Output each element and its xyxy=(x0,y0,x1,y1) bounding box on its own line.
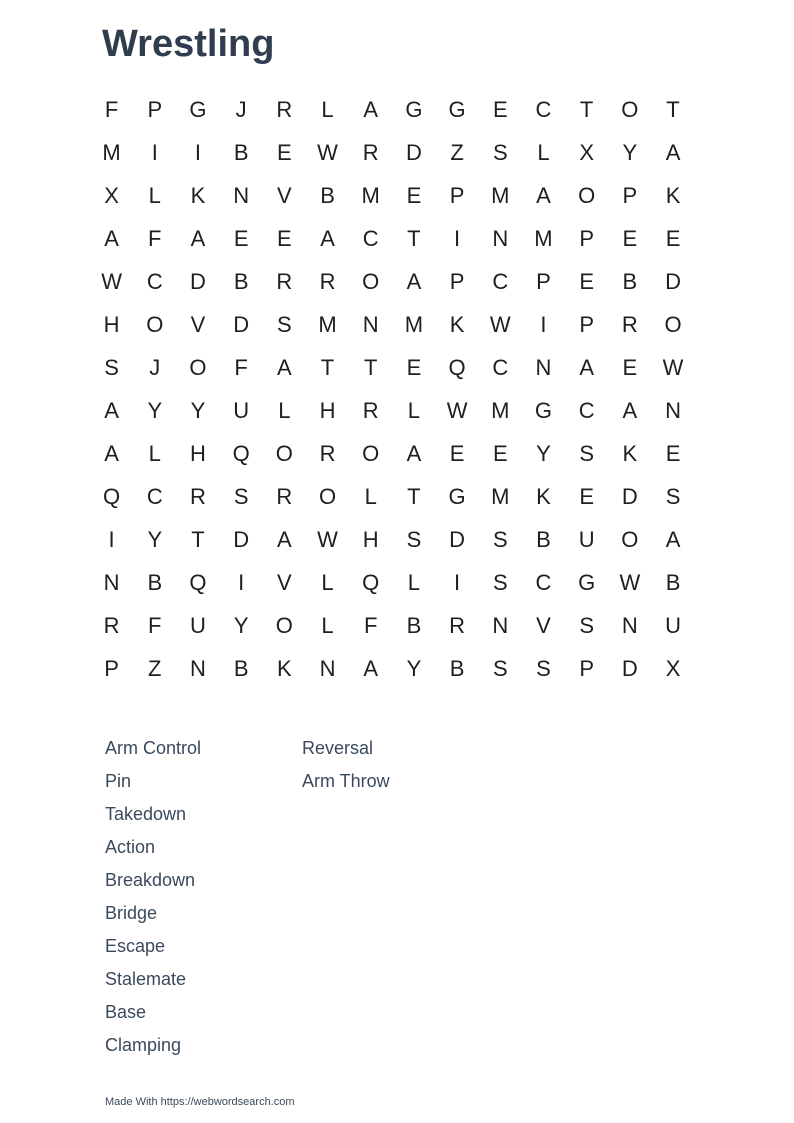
grid-row xyxy=(90,174,695,217)
grid-letter: M xyxy=(318,312,337,337)
grid-letter: S xyxy=(492,656,508,681)
letter-grid xyxy=(90,88,695,690)
grid-letter: S xyxy=(579,441,594,466)
grid-letter: F xyxy=(148,613,162,638)
grid-letter: R xyxy=(276,269,293,294)
grid-letter: X xyxy=(665,656,681,681)
grid-letter: O xyxy=(146,312,164,337)
grid-letter: N xyxy=(103,570,120,595)
grid-row xyxy=(90,303,695,346)
grid-letter: A xyxy=(190,226,206,251)
grid-row xyxy=(90,561,695,604)
grid-letter: A xyxy=(104,226,119,251)
grid-letter: R xyxy=(103,613,120,638)
grid-letter: M xyxy=(102,140,121,165)
grid-letter: C xyxy=(146,484,163,509)
grid-letter: S xyxy=(536,656,551,681)
word-column xyxy=(105,732,201,1062)
grid-letter: O xyxy=(189,355,207,380)
grid-letter: N xyxy=(233,183,250,208)
grid-letter: S xyxy=(277,312,292,337)
grid-letter: N xyxy=(319,656,336,681)
grid-letter: V xyxy=(277,183,292,208)
grid-row xyxy=(90,475,695,518)
grid-letter: N xyxy=(621,613,638,638)
grid-letter: E xyxy=(579,269,594,294)
grid-letter: Y xyxy=(147,398,163,423)
grid-letter: U xyxy=(233,398,250,423)
grid-letter: S xyxy=(492,140,508,165)
grid-letter: E xyxy=(406,355,422,380)
word-list-item: Stalemate xyxy=(105,969,187,989)
footer-credit: Made With https://webwordsearch.com xyxy=(105,1096,295,1108)
grid-letter: A xyxy=(320,226,335,251)
grid-letter: H xyxy=(362,527,379,552)
grid-letter: A xyxy=(104,398,119,423)
grid-letter: R xyxy=(362,140,379,165)
grid-letter: P xyxy=(579,312,594,337)
grid-letter: A xyxy=(579,355,594,380)
grid-letter: I xyxy=(151,140,158,165)
grid-letter: S xyxy=(492,527,508,552)
grid-letter: T xyxy=(579,97,594,122)
grid-letter: R xyxy=(449,613,466,638)
grid-row xyxy=(90,432,695,475)
grid-letter: D xyxy=(665,269,681,294)
grid-letter: P xyxy=(579,656,594,681)
grid-letter: S xyxy=(233,484,249,509)
grid-letter: G xyxy=(448,484,466,509)
grid-letter: U xyxy=(190,613,206,638)
word-list-item: Bridge xyxy=(105,903,158,923)
grid-row xyxy=(90,217,695,260)
grid-letter: Y xyxy=(406,656,422,681)
grid-letter: Q xyxy=(448,355,466,380)
grid-letter: B xyxy=(147,570,163,595)
grid-letter: A xyxy=(104,441,119,466)
grid-letter: D xyxy=(190,269,206,294)
grid-letter: A xyxy=(363,97,379,122)
grid-letter: V xyxy=(277,570,292,595)
grid-letter: W xyxy=(662,355,684,380)
grid-letter: E xyxy=(665,441,681,466)
grid-letter: Z xyxy=(450,140,464,165)
grid-letter: W xyxy=(101,269,122,294)
grid-row xyxy=(90,260,695,303)
word-list-item: Base xyxy=(105,1002,147,1022)
grid-letter: D xyxy=(621,656,638,681)
grid-letter: K xyxy=(622,441,638,466)
grid-letter: A xyxy=(277,355,292,380)
grid-letter: L xyxy=(321,570,334,595)
grid-letter: V xyxy=(536,613,551,638)
grid-row xyxy=(90,604,695,647)
word-list-item: Action xyxy=(105,837,156,857)
grid-letter: M xyxy=(404,312,424,337)
grid-letter: S xyxy=(665,484,681,509)
grid-letter: L xyxy=(321,613,334,638)
grid-letter: L xyxy=(148,183,161,208)
grid-letter: R xyxy=(276,97,293,122)
grid-row xyxy=(90,88,695,131)
grid-letter: C xyxy=(362,226,379,251)
grid-letter: M xyxy=(491,183,510,208)
grid-letter: N xyxy=(535,355,552,380)
grid-letter: D xyxy=(449,527,466,552)
grid-letter: A xyxy=(363,656,379,681)
grid-letter: A xyxy=(536,183,551,208)
grid-letter: D xyxy=(405,140,422,165)
grid-letter: S xyxy=(492,570,508,595)
grid-letter: E xyxy=(492,97,508,122)
grid-letter: U xyxy=(665,613,681,638)
grid-letter: T xyxy=(191,527,205,552)
grid-letter: C xyxy=(492,355,509,380)
grid-letter: E xyxy=(665,226,681,251)
grid-letter: C xyxy=(578,398,595,423)
word-list-item: Escape xyxy=(105,936,166,956)
grid-letter: Y xyxy=(147,527,163,552)
word-column xyxy=(302,732,390,798)
grid-letter: O xyxy=(362,441,380,466)
grid-letter: B xyxy=(233,140,249,165)
grid-row xyxy=(90,346,695,389)
word-list-item: Clamping xyxy=(105,1035,182,1055)
grid-letter: I xyxy=(454,570,461,595)
grid-letter: E xyxy=(277,140,292,165)
grid-letter: S xyxy=(406,527,422,552)
grid-row xyxy=(90,389,695,432)
grid-letter: W xyxy=(446,398,468,423)
grid-letter: L xyxy=(278,398,291,423)
grid-letter: A xyxy=(406,269,422,294)
grid-letter: W xyxy=(489,312,511,337)
grid-letter: P xyxy=(449,269,465,294)
grid-letter: Q xyxy=(362,570,380,595)
grid-letter: G xyxy=(189,97,207,122)
grid-row xyxy=(90,131,695,174)
grid-letter: Q xyxy=(232,441,250,466)
grid-letter: Z xyxy=(148,656,162,681)
grid-letter: Y xyxy=(190,398,206,423)
grid-letter: A xyxy=(665,527,681,552)
grid-letter: F xyxy=(234,355,248,380)
grid-letter: N xyxy=(492,613,509,638)
grid-letter: I xyxy=(194,140,202,165)
grid-letter: I xyxy=(540,312,547,337)
grid-letter: B xyxy=(665,570,681,595)
grid-letter: X xyxy=(579,140,594,165)
grid-letter: R xyxy=(621,312,638,337)
grid-row xyxy=(90,518,695,561)
page-title: Wrestling xyxy=(102,23,275,65)
grid-letter: C xyxy=(492,269,509,294)
grid-letter: B xyxy=(536,527,551,552)
grid-letter: Q xyxy=(103,484,121,509)
grid-letter: A xyxy=(622,398,638,423)
grid-letter: P xyxy=(579,226,594,251)
grid-letter: A xyxy=(665,140,681,165)
grid-letter: T xyxy=(407,226,421,251)
grid-letter: E xyxy=(579,484,594,509)
grid-letter: O xyxy=(621,97,639,122)
grid-letter: C xyxy=(146,269,163,294)
grid-letter: I xyxy=(454,226,461,251)
grid-letter: F xyxy=(363,613,378,638)
grid-letter: A xyxy=(277,527,292,552)
grid-letter: E xyxy=(622,355,638,380)
grid-letter: B xyxy=(320,183,335,208)
word-list-item: Pin xyxy=(105,771,132,791)
grid-letter: O xyxy=(275,613,293,638)
grid-letter: W xyxy=(317,527,338,552)
word-list-item: Arm Throw xyxy=(302,771,390,791)
grid-row xyxy=(90,647,695,690)
grid-letter: C xyxy=(535,570,552,595)
grid-letter: D xyxy=(233,527,250,552)
grid-letter: O xyxy=(664,312,682,337)
grid-letter: G xyxy=(405,97,423,122)
grid-letter: T xyxy=(320,355,335,380)
grid-letter: K xyxy=(536,484,551,509)
grid-letter: R xyxy=(319,269,336,294)
grid-letter: M xyxy=(491,484,510,509)
grid-letter: N xyxy=(190,656,206,681)
grid-letter: K xyxy=(277,656,292,681)
grid-letter: F xyxy=(104,97,119,122)
grid-letter: P xyxy=(622,183,638,208)
word-list-item: Arm Control xyxy=(105,738,202,758)
word-list-item: Takedown xyxy=(105,804,187,824)
grid-letter: I xyxy=(108,527,115,552)
grid-letter: R xyxy=(190,484,206,509)
grid-letter: E xyxy=(449,441,465,466)
grid-letter: F xyxy=(148,226,162,251)
grid-letter: M xyxy=(361,183,380,208)
grid-letter: M xyxy=(491,398,510,423)
grid-letter: R xyxy=(319,441,336,466)
grid-letter: B xyxy=(449,656,465,681)
grid-letter: B xyxy=(233,269,249,294)
grid-letter: N xyxy=(362,312,379,337)
grid-letter: O xyxy=(275,441,293,466)
grid-letter: U xyxy=(578,527,595,552)
grid-letter: T xyxy=(363,355,378,380)
word-list-item: Breakdown xyxy=(105,870,196,890)
grid-letter: L xyxy=(364,484,377,509)
grid-letter: A xyxy=(406,441,422,466)
grid-letter: K xyxy=(449,312,465,337)
grid-letter: Q xyxy=(189,570,207,595)
grid-letter: L xyxy=(537,140,550,165)
grid-letter: J xyxy=(235,97,247,122)
grid-letter: O xyxy=(621,527,639,552)
grid-letter: T xyxy=(407,484,421,509)
grid-letter: S xyxy=(579,613,594,638)
grid-letter: L xyxy=(407,570,421,595)
grid-letter: I xyxy=(238,570,245,595)
grid-letter: H xyxy=(319,398,336,423)
grid-letter: P xyxy=(449,183,465,208)
grid-letter: K xyxy=(190,183,206,208)
grid-letter: N xyxy=(665,398,681,423)
grid-letter: J xyxy=(149,355,161,380)
grid-letter: G xyxy=(534,398,553,423)
grid-letter: G xyxy=(578,570,596,595)
grid-letter: E xyxy=(233,226,249,251)
grid-letter: E xyxy=(406,183,422,208)
grid-letter: L xyxy=(407,398,421,423)
grid-letter: P xyxy=(536,269,551,294)
grid-letter: D xyxy=(621,484,638,509)
grid-letter: D xyxy=(233,312,250,337)
grid-letter: V xyxy=(190,312,206,337)
grid-letter: Y xyxy=(536,441,551,466)
grid-letter: E xyxy=(622,226,638,251)
grid-letter: P xyxy=(147,97,163,122)
grid-letter: X xyxy=(104,183,119,208)
word-list-item: Reversal xyxy=(302,738,374,758)
grid-letter: H xyxy=(190,441,206,466)
grid-letter: O xyxy=(318,484,337,509)
grid-letter: E xyxy=(492,441,508,466)
grid-letter: G xyxy=(448,97,466,122)
grid-letter: Y xyxy=(233,613,249,638)
grid-letter: S xyxy=(104,355,119,380)
grid-letter: R xyxy=(362,398,379,423)
grid-letter: P xyxy=(104,656,119,681)
grid-letter: K xyxy=(665,183,681,208)
grid-letter: B xyxy=(622,269,638,294)
grid-letter: W xyxy=(317,140,338,165)
grid-letter: L xyxy=(321,97,334,122)
grid-letter: C xyxy=(535,97,552,122)
grid-letter: W xyxy=(619,570,641,595)
grid-letter: N xyxy=(492,226,509,251)
grid-letter: E xyxy=(277,226,292,251)
grid-letter: H xyxy=(103,312,120,337)
grid-letter: Y xyxy=(622,140,638,165)
grid-letter: L xyxy=(148,441,161,466)
grid-letter: B xyxy=(406,613,422,638)
grid-letter: B xyxy=(233,656,249,681)
grid-letter: R xyxy=(276,484,293,509)
grid-letter: O xyxy=(578,183,596,208)
grid-letter: M xyxy=(534,226,553,251)
grid-letter: O xyxy=(362,269,380,294)
grid-letter: T xyxy=(666,97,680,122)
